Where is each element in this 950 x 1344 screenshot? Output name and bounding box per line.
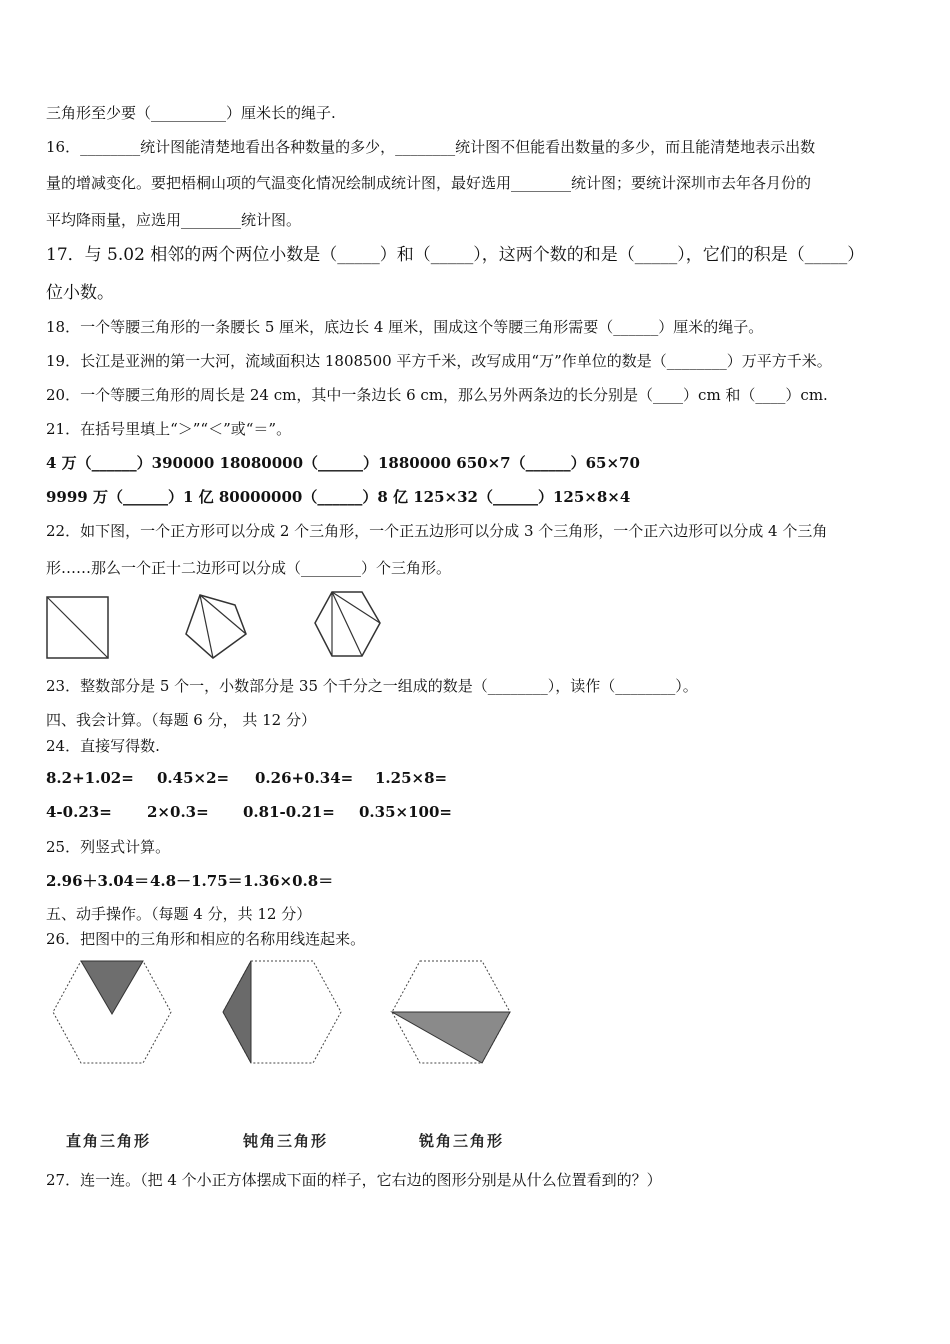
calc-item: 4-0.23= [46, 803, 112, 821]
calc-item: 0.26+0.34= [255, 769, 354, 787]
pentagon-divided-figure [180, 592, 250, 662]
q17-line-2: 位小数。 [46, 283, 114, 303]
calc-item: 0.35×100= [359, 803, 452, 821]
q25-row [46, 871, 333, 891]
section-5-heading: 五、动手操作。（每题 4 分，共 12 分） [46, 905, 312, 923]
hexagon-divided-figure [312, 590, 384, 662]
q22-line-1: 22．如下图，一个正方形可以分成 2 个三角形，一个正五边形可以分成 3 个三角形，一个正六边形可以分成 4 个三角 [46, 522, 828, 540]
calc-item: 2.96＋3.04＝ [46, 872, 150, 890]
q21-row-2: 9999 万（______）1 亿 80000000（______）8 亿 125×32（______）125×8×4 [46, 488, 631, 506]
square-divided-figure [46, 596, 110, 660]
q24-row-2 [46, 802, 452, 822]
q20: 20．一个等腰三角形的周长是 24 cm，其中一条边长 6 cm，那么另外两条边的长分别是（____）cm 和（____）cm. [46, 386, 828, 404]
calc-item: 4.8－1.75＝ [150, 872, 243, 890]
q16-line-3: 平均降雨量，应选用________统计图。 [46, 211, 302, 229]
label-obtuse-triangle: 钝角三角形 [243, 1132, 329, 1150]
q16-line-1: 16．________统计图能清楚地看出各种数量的多少，________统计图不但能看出数量的多少，而且能清楚地表示出数 [46, 138, 816, 156]
hexagon-right-triangle-figure [50, 958, 174, 1066]
calc-item: 0.81-0.21= [243, 803, 335, 821]
q24: 24．直接写得数. [46, 737, 160, 755]
calc-item: 2×0.3= [147, 803, 209, 821]
q25: 25．列竖式计算。 [46, 838, 171, 856]
q24-row-1 [46, 768, 447, 788]
q21-row-1: 4 万（______）390000 18080000（______）1880000 650×7（______）65×70 [46, 454, 640, 472]
section-4-heading: 四、我会计算。（每题 6 分， 共 12 分） [46, 711, 316, 729]
calc-item: 1.25×8= [375, 769, 448, 787]
hexagon-acute-triangle-figure [389, 958, 513, 1066]
q15-continuation: 三角形至少要（__________）厘米长的绳子. [46, 104, 336, 122]
q27: 27．连一连。（把 4 个小正方体摆成下面的样子，它右边的图形分别是从什么位置看到的？） [46, 1171, 662, 1189]
q19: 19．长江是亚洲的第一大河，流域面积达 1808500 平方千米，改写成用“万”作单位的数是（________）万平方千米。 [46, 352, 832, 370]
q23: 23．整数部分是 5 个一，小数部分是 35 个千分之一组成的数是（________），读作（________）。 [46, 677, 698, 695]
q18: 18．一个等腰三角形的一条腰长 5 厘米，底边长 4 厘米，围成这个等腰三角形需要（______）厘米的绳子。 [46, 318, 764, 336]
calc-item: 0.45×2= [157, 769, 230, 787]
calc-item: 1.36×0.8＝ [243, 872, 334, 890]
calc-item: 8.2+1.02= [46, 769, 134, 787]
q22-line-2: 形……那么一个正十二边形可以分成（________）个三角形。 [46, 559, 452, 577]
hexagon-obtuse-triangle-figure [220, 958, 344, 1066]
q21: 21．在括号里填上“＞”“＜”或“＝”。 [46, 420, 292, 438]
q17-line-1: 17．与 5.02 相邻的两个两位小数是（_____）和（_____），这两个数的和是（_____），它们的积是（_____） [46, 245, 865, 265]
q26: 26．把图中的三角形和相应的名称用线连起来。 [46, 930, 366, 948]
q16-line-2: 量的增减变化。要把梧桐山项的气温变化情况绘制成统计图，最好选用________统计图；要统计深圳市去年各月份的 [46, 174, 812, 192]
label-acute-triangle: 锐角三角形 [419, 1132, 505, 1150]
label-right-triangle: 直角三角形 [66, 1132, 152, 1150]
